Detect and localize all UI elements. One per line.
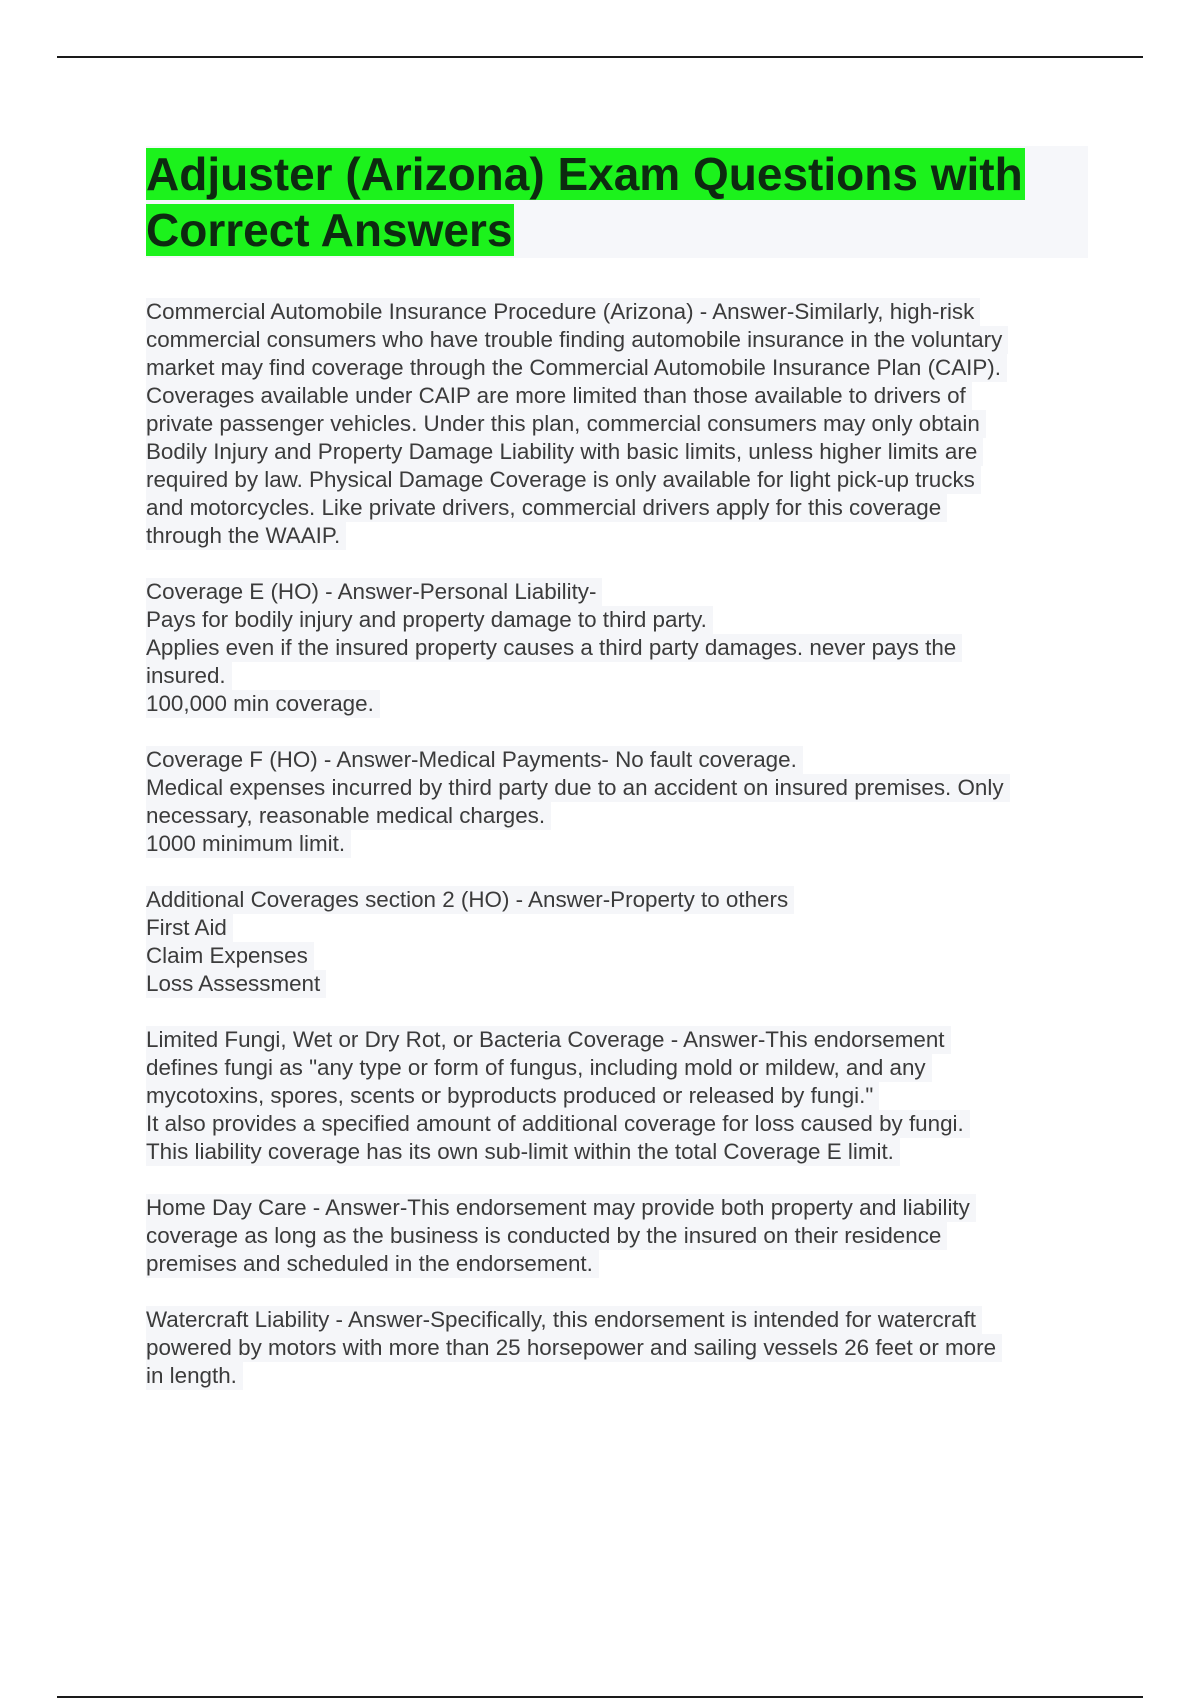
qa-text-line: insured.	[146, 662, 232, 690]
qa-text-line: mycotoxins, spores, scents or byproducts produced or released by fungi."	[146, 1082, 879, 1110]
title-line: Adjuster (Arizona) Exam Questions with	[146, 148, 1023, 200]
qa-entry	[146, 298, 1091, 550]
qa-text-line: It also provides a specified amount of additional coverage for loss caused by fungi.	[146, 1110, 970, 1138]
qa-text-line: premises and scheduled in the endorsement.	[146, 1250, 599, 1278]
qa-text-line: Pays for bodily injury and property damage to third party.	[146, 606, 713, 634]
document-body	[146, 298, 1091, 1418]
qa-text-line: Additional Coverages section 2 (HO) - Answer-Property to others	[146, 886, 794, 914]
qa-text-line: through the WAAIP.	[146, 522, 346, 550]
qa-text-line: Commercial Automobile Insurance Procedure (Arizona) - Answer-Similarly, high-risk	[146, 298, 980, 326]
qa-text-line: Applies even if the insured property causes a third party damages. never pays the	[146, 634, 962, 662]
qa-entry	[146, 746, 1091, 858]
title-line: Correct Answers	[146, 204, 513, 256]
qa-text-line: Coverage E (HO) - Answer-Personal Liability-	[146, 578, 602, 606]
qa-text-line: Watercraft Liability - Answer-Specifically, this endorsement is intended for watercraft	[146, 1306, 982, 1334]
qa-entry	[146, 1194, 1091, 1278]
footer-rule	[57, 1696, 1143, 1698]
title-block	[146, 146, 1088, 258]
qa-text-line: market may find coverage through the Commercial Automobile Insurance Plan (CAIP).	[146, 354, 1007, 382]
document-title	[146, 146, 1088, 258]
qa-text-line: and motorcycles. Like private drivers, commercial drivers apply for this coverage	[146, 494, 947, 522]
qa-text-line: 100,000 min coverage.	[146, 690, 380, 718]
qa-text-line: Home Day Care - Answer-This endorsement may provide both property and liability	[146, 1194, 976, 1222]
qa-text-line: powered by motors with more than 25 horsepower and sailing vessels 26 feet or more	[146, 1334, 1002, 1362]
header-rule	[57, 56, 1143, 58]
qa-text-line: Loss Assessment	[146, 970, 326, 998]
qa-text-line: in length.	[146, 1362, 243, 1390]
qa-text-line: 1000 minimum limit.	[146, 830, 351, 858]
qa-entry	[146, 886, 1091, 998]
qa-text-line: Bodily Injury and Property Damage Liability with basic limits, unless higher limits are	[146, 438, 983, 466]
qa-text-line: This liability coverage has its own sub-limit within the total Coverage E limit.	[146, 1138, 900, 1166]
qa-text-line: Claim Expenses	[146, 942, 314, 970]
qa-text-line: Limited Fungi, Wet or Dry Rot, or Bacteria Coverage - Answer-This endorsement	[146, 1026, 951, 1054]
qa-text-line: Coverages available under CAIP are more limited than those available to drivers of	[146, 382, 972, 410]
qa-text-line: necessary, reasonable medical charges.	[146, 802, 551, 830]
qa-text-line: Medical expenses incurred by third party due to an accident on insured premises. Only	[146, 774, 1010, 802]
qa-text-line: required by law. Physical Damage Coverage is only available for light pick-up trucks	[146, 466, 981, 494]
qa-text-line: coverage as long as the business is conducted by the insured on their residence	[146, 1222, 947, 1250]
qa-text-line: private passenger vehicles. Under this plan, commercial consumers may only obtain	[146, 410, 986, 438]
qa-entry	[146, 1306, 1091, 1390]
qa-text-line: commercial consumers who have trouble finding automobile insurance in the voluntary	[146, 326, 1008, 354]
qa-text-line: Coverage F (HO) - Answer-Medical Payments- No fault coverage.	[146, 746, 803, 774]
qa-entry	[146, 1026, 1091, 1166]
qa-text-line: First Aid	[146, 914, 233, 942]
qa-entry	[146, 578, 1091, 718]
qa-text-line: defines fungi as "any type or form of fungus, including mold or mildew, and any	[146, 1054, 932, 1082]
